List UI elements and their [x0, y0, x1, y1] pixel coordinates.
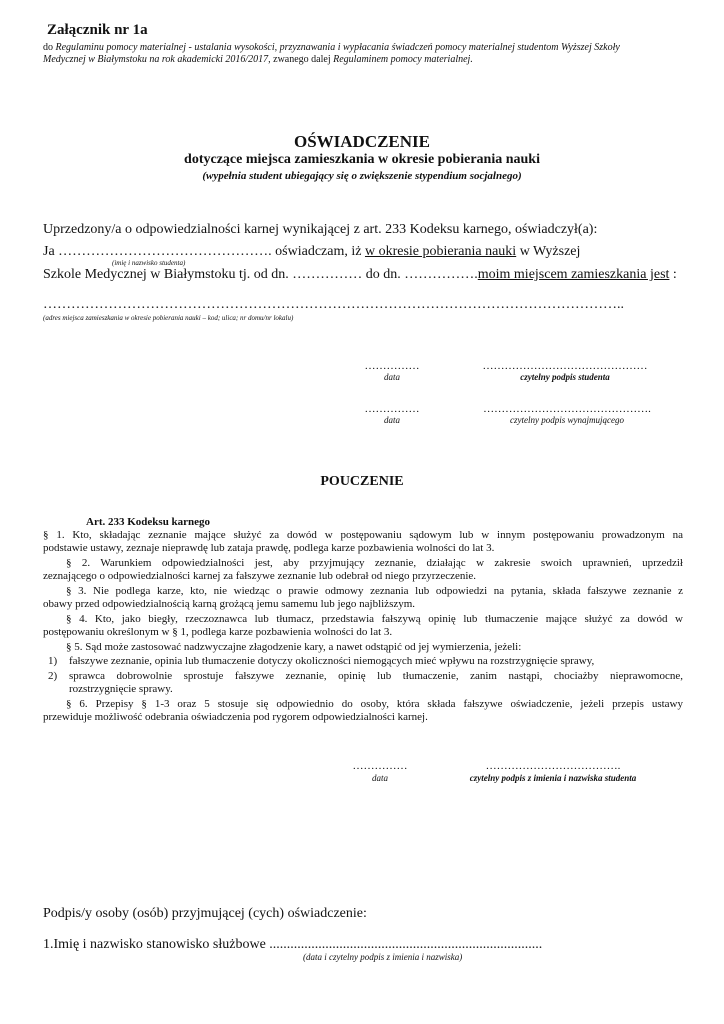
annex-ref-line1: Regulaminu pomocy materialnej - ustalania wysokości, przyznawania i wypłacania świadczeń pomocy materialnej studentom Wyższej Szkoły: [55, 42, 620, 53]
annex-ref-line2-end: Regulaminem pomocy materialnej.: [333, 54, 473, 65]
annex-title: Załącznik nr 1a: [47, 22, 148, 38]
para5: § 5. Sąd może zastosować nadzwyczajne złagodzenie kary, a nawet odstąpić od jej wymierzenia, jeżeli:: [66, 641, 522, 653]
sig3-date-label: data: [371, 773, 388, 783]
annex-reference-line1: [43, 42, 620, 53]
statement-line2-a: Ja ………………………………………. oświadczam, iż: [43, 244, 365, 259]
address-field: ……………………………………………………………………………………………………………..: [43, 297, 624, 312]
statement-line2: [43, 244, 580, 260]
sig1-date-label: data: [383, 372, 400, 382]
list-item-2-line1: sprawca dobrowolnie sprostuje fałszywe zeznanie, opinię lub tłumaczenie, zanim nastąpi, chociażby nieprawomocne,: [69, 670, 683, 682]
para1-line1: § 1. Kto, składając zeznanie mające służyć za dowód w postępowaniu sądowym lub w innym postępowaniu prowadzonym na: [43, 529, 683, 541]
address-hint: (adres miejsca zamieszkania w okresie pobierania nauki – kod; ulica; nr domu/nr lokalu): [43, 314, 294, 322]
para3-line2: obawy przed odpowiedzialnością karną grożącą jemu samemu lub jego najbliższym.: [43, 598, 416, 610]
annex-ref-line2-italic: Medycznej w Białymstoku na rok akademicki 2016/2017,: [43, 54, 271, 65]
para4-line2: postępowaniu określonym w § 1, podlega karze pozbawienia wolności do lat 3.: [43, 626, 393, 638]
annex-ref-line2-plain: zwanego dalej: [270, 54, 334, 65]
statement-line3-underlined: moim miejscem zamieszkania jest: [477, 267, 670, 282]
receivers-label: Podpis/y osoby (osób) przyjmującej (cych) oświadczenie:: [43, 906, 367, 921]
para6-line1: § 6. Przepisy § 1-3 oraz 5 stosuje się odpowiednio do osoby, która składa fałszywe oświadczenie, jeżeli przepis ustawy: [66, 698, 683, 710]
list-item-1: fałszywe zeznanie, opinia lub tłumaczenie dotyczy okoliczności niemogących mieć wpływu na rozstrzygnięcie sprawy,: [69, 655, 595, 667]
document-note: (wypełnia student ubiegający się o zwiększenie stypendium socjalnego): [202, 170, 522, 182]
sig3-student-label: czytelny podpis z imienia i nazwiska studenta: [469, 773, 637, 783]
statement-line3: [43, 267, 677, 283]
sig2-date-dots: ……………: [364, 403, 420, 415]
statement-line1: Uprzedzony/a o odpowiedzialności karnej wynikającej z art. 233 Kodeksu karnego, oświadczył(a):: [43, 222, 598, 237]
para2-line2: zeznającego o odpowiedzialności karnej za fałszywe zeznanie lub odebrał od niego przyrzeczenie.: [43, 570, 477, 582]
para2-line1: § 2. Warunkiem odpowiedzialności jest, aby przyjmujący zeznanie, działając w zakresie swoich uprawnień, uprzedził: [66, 557, 683, 569]
sig1-student-label: czytelny podpis studenta: [520, 372, 610, 382]
para4-line1: § 4. Kto, jako biegły, rzeczoznawca lub tłumacz, przedstawia fałszywą opinię lub tłumaczenie mające służyć za dowód w: [66, 613, 683, 625]
statement-line2-b: w Wyższej: [516, 244, 581, 259]
para1-line2: podstawie ustawy, zeznaje nieprawdę lub zataja prawdę, podlega karze pozbawienia wolności do lat 3.: [43, 542, 495, 554]
sig2-date-label: data: [383, 415, 400, 425]
statement-line3-a: Szkole Medycznej w Białymstoku tj. od dn. …………… do dn. …………….: [43, 267, 478, 282]
receiver-1-line: 1.Imię i nazwisko stanowisko służbowe ..............................................................................: [43, 937, 543, 952]
sig1-date-dots: ……………: [364, 360, 420, 372]
list-item-1-number: 1): [48, 655, 58, 667]
annex-reference-line2: [43, 54, 473, 65]
article-heading: Art. 233 Kodeksu karnego: [86, 516, 211, 528]
para3-line1: § 3. Nie podlega karze, kto, nie wiedząc o prawie odmowy zeznania lub odpowiedzi na pytania, składa fałszywe zeznanie z: [66, 585, 683, 597]
name-hint: (imię i nazwisko studenta): [112, 259, 186, 267]
sig3-student-dots: ……………………………….: [485, 760, 621, 772]
document-subtitle: dotyczące miejsca zamieszkania w okresie pobierania nauki: [184, 152, 540, 167]
statement-line2-underlined: w okresie pobierania nauki: [364, 244, 517, 259]
receiver-1-hint: (data i czytelny podpis z imienia i nazwiska): [303, 952, 463, 962]
pouczenie-title: POUCZENIE: [320, 474, 404, 489]
document-title: OŚWIADCZENIE: [293, 132, 431, 151]
sig2-landlord-dots: ……………………………………….: [483, 403, 651, 415]
statement-line3-b: :: [669, 267, 677, 282]
annex-ref-prefix: do: [43, 42, 56, 53]
list-item-2-line2: rozstrzygnięcie sprawy.: [69, 683, 173, 695]
sig3-date-dots: ……………: [352, 760, 408, 772]
sig2-landlord-label: czytelny podpis wynajmującego: [510, 415, 624, 425]
para6-line2: przewiduje możliwość odebrania oświadczenia pod rygorem odpowiedzialności karnej.: [43, 711, 428, 723]
list-item-2-number: 2): [48, 670, 58, 682]
sig1-student-dots: ………………………………………: [482, 360, 648, 372]
